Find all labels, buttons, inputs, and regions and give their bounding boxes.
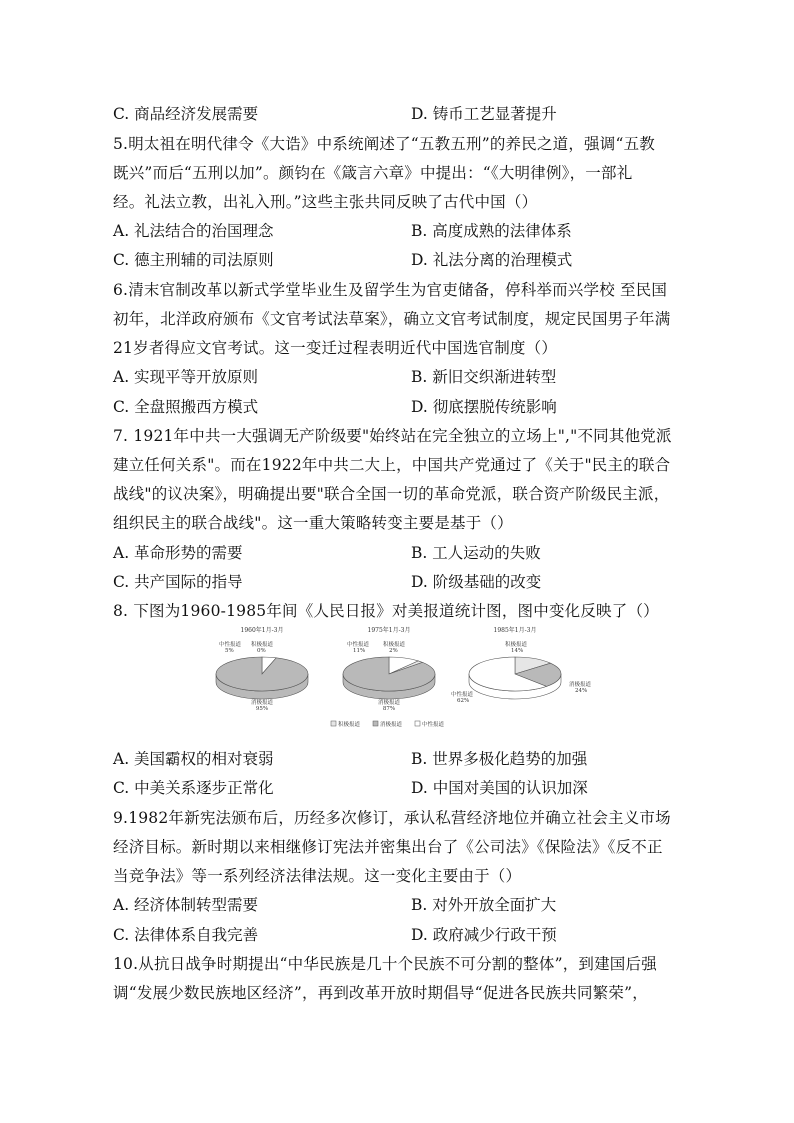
q6-stem-line-3: 21岁者得应文官考试。这一变迁过程表明近代中国选官制度（） <box>113 339 558 357</box>
q4-option-c[interactable]: C. 商品经济发展需要 <box>113 105 259 123</box>
q10-stem-line-1: 10.从抗日战争时期提出“中华民族是几十个民族不可分割的整体”，到建国后强 <box>113 955 657 973</box>
legend-label: 积极报道 <box>338 722 361 728</box>
slice-label: 中性报道 <box>451 692 474 698</box>
pie-title: 1975年1月-3月 <box>367 627 411 634</box>
q6-stem-line-1: 6.清末官制改革以新式学堂毕业生及留学生为官吏储备，停科举而兴学校 至民国 <box>113 281 668 299</box>
slice-percent: 2% <box>389 648 398 654</box>
q5-stem-line-2: 既兴”而后“五刑以加”。颜钧在《箴言六章》中提出：“《大明律例》，一部礼 <box>113 164 633 182</box>
pie-title: 1985年1月-3月 <box>493 627 537 634</box>
q9-stem-line-1: 9.1982年新宪法颁布后，历经多次修订，承认私营经济地位并确立社会主义市场 <box>113 809 671 827</box>
pie-slice <box>216 657 308 691</box>
slice-label: 消极报道 <box>569 682 592 688</box>
pie-1 <box>216 626 308 712</box>
slice-percent: 11% <box>353 648 366 654</box>
legend-swatch <box>331 721 336 726</box>
q9-stem-line-2: 经济目标。新时期以来相继修订宪法并密集出台了《公司法》《保险法》《反不正 <box>113 838 663 856</box>
q7-option-a[interactable]: A. 革命形势的需要 <box>113 544 243 562</box>
q7-option-d[interactable]: D. 阶级基础的改变 <box>411 573 542 591</box>
q6-stem-line-2: 初年，北洋政府颁布《文官考试法草案》，确立文官考试制度，规定民国男子年满 <box>113 310 671 328</box>
q8-option-c[interactable]: C. 中美关系逐步正常化 <box>113 779 274 797</box>
pie-3 <box>451 626 592 704</box>
q10-stem-line-2: 调“发展少数民族地区经济”，再到改革开放时期倡导“促进各民族共同繁荣”， <box>113 984 648 1002</box>
q5-option-a[interactable]: A. 礼法结合的治国理念 <box>113 222 274 240</box>
slice-percent: 24% <box>575 688 588 694</box>
q8-option-a[interactable]: A. 美国霸权的相对衰弱 <box>113 750 274 768</box>
q5-option-c[interactable]: C. 德主刑辅的司法原则 <box>113 251 274 269</box>
slice-label: 中性报道 <box>219 642 242 648</box>
q8-option-d[interactable]: D. 中国对美国的认识加深 <box>411 779 588 797</box>
q6-option-b[interactable]: B. 新旧交织渐进转型 <box>411 368 557 386</box>
slice-label: 中性报道 <box>347 642 370 648</box>
q6-option-c[interactable]: C. 全盘照搬西方模式 <box>113 398 259 416</box>
q9-option-d[interactable]: D. 政府减少行政干预 <box>411 926 557 944</box>
q4-option-d[interactable]: D. 铸币工艺显著提升 <box>411 105 557 123</box>
q9-option-b[interactable]: B. 对外开放全面扩大 <box>411 896 557 914</box>
legend-swatch <box>373 721 378 726</box>
q5-option-d[interactable]: D. 礼法分离的治理模式 <box>411 251 573 269</box>
legend-label: 中性报道 <box>422 722 445 728</box>
q6-option-d[interactable]: D. 彻底摆脱传统影响 <box>411 398 557 416</box>
legend-swatch <box>415 721 420 726</box>
slice-percent: 0% <box>257 648 266 654</box>
q7-stem-line-3: 战线"的议决案》，明确提出要"联合全国一切的革命党派，联合资产阶级民主派， <box>113 485 670 503</box>
q9-option-c[interactable]: C. 法律体系自我完善 <box>113 926 259 944</box>
q7-stem-line-4: 组织民主的联合战线"。这一重大策略转变主要是基于（） <box>113 514 513 532</box>
legend-label: 消极报道 <box>380 722 403 728</box>
slice-percent: 5% <box>225 648 234 654</box>
q8-option-b[interactable]: B. 世界多极化趋势的加强 <box>411 750 588 768</box>
q7-stem-line-1: 7. 1921年中共一大强调无产阶级要"始终站在完全独立的立场上","不同其他党派 <box>113 427 672 445</box>
slice-percent: 62% <box>457 698 470 704</box>
q5-option-b[interactable]: B. 高度成熟的法律体系 <box>411 222 572 240</box>
q8-stem-line-1: 8. 下图为1960-1985年间《人民日报》对美报道统计图，图中变化反映了（） <box>113 602 659 620</box>
slice-label: 积极报道 <box>251 642 274 648</box>
q7-option-b[interactable]: B. 工人运动的失败 <box>411 544 541 562</box>
chart-legend <box>331 720 445 728</box>
slice-label: 消极报道 <box>250 700 274 706</box>
slice-label: 消极报道 <box>377 700 401 706</box>
pie-title: 1960年1月-3月 <box>240 627 284 634</box>
slice-percent: 87% <box>382 706 396 712</box>
slice-label: 积极报道 <box>383 642 406 648</box>
q9-stem-line-3: 当竞争法》等一系列经济法律法规。这一变化主要由于（） <box>113 867 522 885</box>
slice-percent: 95% <box>255 706 269 712</box>
q5-stem-line-3: 经。礼法立教，出礼入刑。”这些主张共同反映了古代中国（） <box>113 193 538 211</box>
q5-stem-line-1: 5.明太祖在明代律令《大诰》中系统阐述了“五教五刑”的养民之道，强调“五教 <box>113 135 655 153</box>
report-statistics-chart <box>205 626 595 734</box>
q7-stem-line-2: 建立任何关系"。而在1922年中共二大上，中国共产党通过了《关于"民主的联合 <box>113 456 671 474</box>
q7-option-c[interactable]: C. 共产国际的指导 <box>113 573 243 591</box>
q6-option-a[interactable]: A. 实现平等开放原则 <box>113 368 259 386</box>
pie-2 <box>343 626 435 712</box>
slice-percent: 14% <box>511 648 524 654</box>
slice-label: 积极报道 <box>505 642 528 648</box>
q9-option-a[interactable]: A. 经济体制转型需要 <box>113 896 259 914</box>
